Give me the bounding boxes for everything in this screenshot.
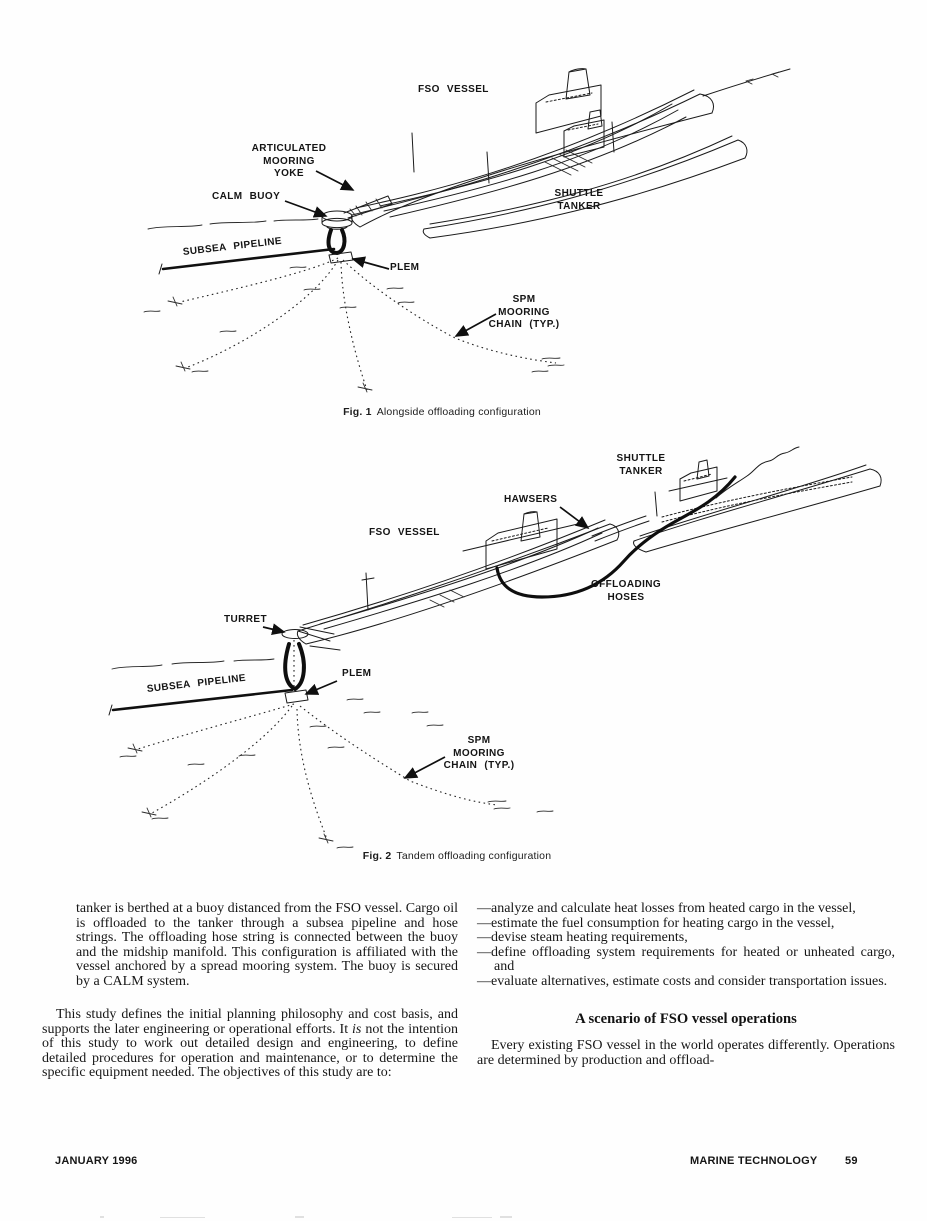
- objective-item: —analyze and calculate heat losses from heated cargo in the vessel,: [477, 901, 856, 916]
- right-column: [477, 902, 895, 1068]
- figure2-drawing: [109, 447, 881, 848]
- scan-artifact: [295, 1216, 304, 1218]
- label-line: MOORING: [498, 306, 550, 318]
- label-line: MOORING: [453, 747, 505, 759]
- footer-page-number: 59: [845, 1155, 858, 1167]
- section-heading: A scenario of FSO vessel operations: [575, 1011, 797, 1027]
- fig1-label-spm-mooring-chain: [489, 294, 560, 332]
- scan-artifact: [500, 1216, 512, 1218]
- fig1-label-fso-vessel: FSO VESSEL: [418, 84, 489, 95]
- objective-item: —evaluate alternatives, estimate costs and consider transportation issues.: [477, 973, 888, 989]
- label-line: TANKER: [557, 200, 601, 212]
- label-line: TANKER: [619, 465, 663, 477]
- label-line: CHAIN (TYP.): [443, 760, 515, 771]
- fig2-label-shuttle-tanker: [617, 453, 666, 478]
- label-line: SHUTTLE: [616, 453, 666, 464]
- fig2-label-offloading-hoses: [591, 579, 661, 604]
- label-line: SPM: [512, 294, 536, 305]
- scan-artifact: [160, 1217, 205, 1218]
- objectives-list: [477, 902, 895, 989]
- fig2-label-subsea-pipeline: SUBSEA PIPELINE: [146, 672, 247, 695]
- figure1-caption-label: Fig. 1: [343, 406, 372, 418]
- label-line: OFFLOADING: [590, 579, 662, 590]
- label-line: MOORING: [263, 155, 315, 167]
- figure1-drawing: [144, 69, 790, 392]
- footer-journal-name: MARINE TECHNOLOGY: [690, 1155, 818, 1167]
- label-line: CHAIN (TYP.): [488, 319, 560, 330]
- fig2-label-plem: PLEM: [342, 668, 372, 679]
- label-line: SPM: [467, 735, 491, 746]
- fig1-label-shuttle-tanker: [555, 188, 604, 213]
- fig1-label-subsea-pipeline: SUBSEA PIPELINE: [182, 235, 283, 258]
- figure2-caption: [363, 850, 552, 862]
- scan-artifact: [100, 1216, 104, 1218]
- paragraph-text: not the intention of this study to work out detailed design and engineering, to define detailed procedures for operation and maintenance, or to determine the specific equipment needed. The objectives of this study are to:: [42, 1021, 458, 1080]
- fig2-label-spm-mooring-chain: [444, 735, 515, 773]
- fig1-label-calm-buoy: CALM BUOY: [212, 191, 281, 202]
- objective-item: —estimate the fuel consumption for heating cargo in the vessel,: [477, 915, 835, 931]
- fig2-label-turret: TURRET: [224, 614, 267, 625]
- figure2-caption-label: Fig. 2: [362, 850, 392, 862]
- fig1-label-plem: PLEM: [390, 262, 420, 273]
- label-line: HOSES: [607, 591, 645, 603]
- objective-item: —devise steam heating requirements,: [477, 930, 688, 945]
- left-column: [42, 902, 458, 1081]
- paragraph-study-defines: [42, 1008, 458, 1081]
- label-line: YOKE: [274, 168, 304, 179]
- fig1-label-articulated-mooring-yoke: [252, 143, 327, 181]
- figure2-caption-text: Tandem offloading configuration: [396, 850, 552, 862]
- fig2-label-fso-vessel: FSO VESSEL: [369, 527, 440, 538]
- objective-item: —define offloading system requirements for heated or unheated cargo, and: [477, 944, 895, 974]
- fig2-label-hawsers: HAWSERS: [504, 494, 558, 505]
- paragraph-text: This study defines the initial planning philosophy and cost basis, and supports the later engineering or operational efforts. It: [42, 1007, 458, 1037]
- scan-artifact: [452, 1217, 492, 1218]
- figure1-caption: [343, 406, 541, 418]
- label-line: ARTICULATED: [251, 143, 327, 154]
- figure1-caption-text: Alongside offloading configuration: [376, 406, 541, 418]
- paragraph-emphasis: is: [352, 1021, 362, 1037]
- footer-issue-date: JANUARY 1996: [55, 1155, 138, 1167]
- paragraph-scenario: Every existing FSO vessel in the world operates differently. Operations are determined by production and offload-: [477, 1038, 895, 1068]
- paragraph-continuation: tanker is berthed at a buoy distanced from the FSO vessel. Cargo oil is offloaded to the tanker through a subsea pipeline and hose strings. The offloading hose string is connected between the buoy and the midship manifold. This configuration is affiliated with the vessel anchored by a spread mooring system. The buoy is secured by a CALM system.: [76, 901, 458, 989]
- label-line: SHUTTLE: [554, 188, 604, 199]
